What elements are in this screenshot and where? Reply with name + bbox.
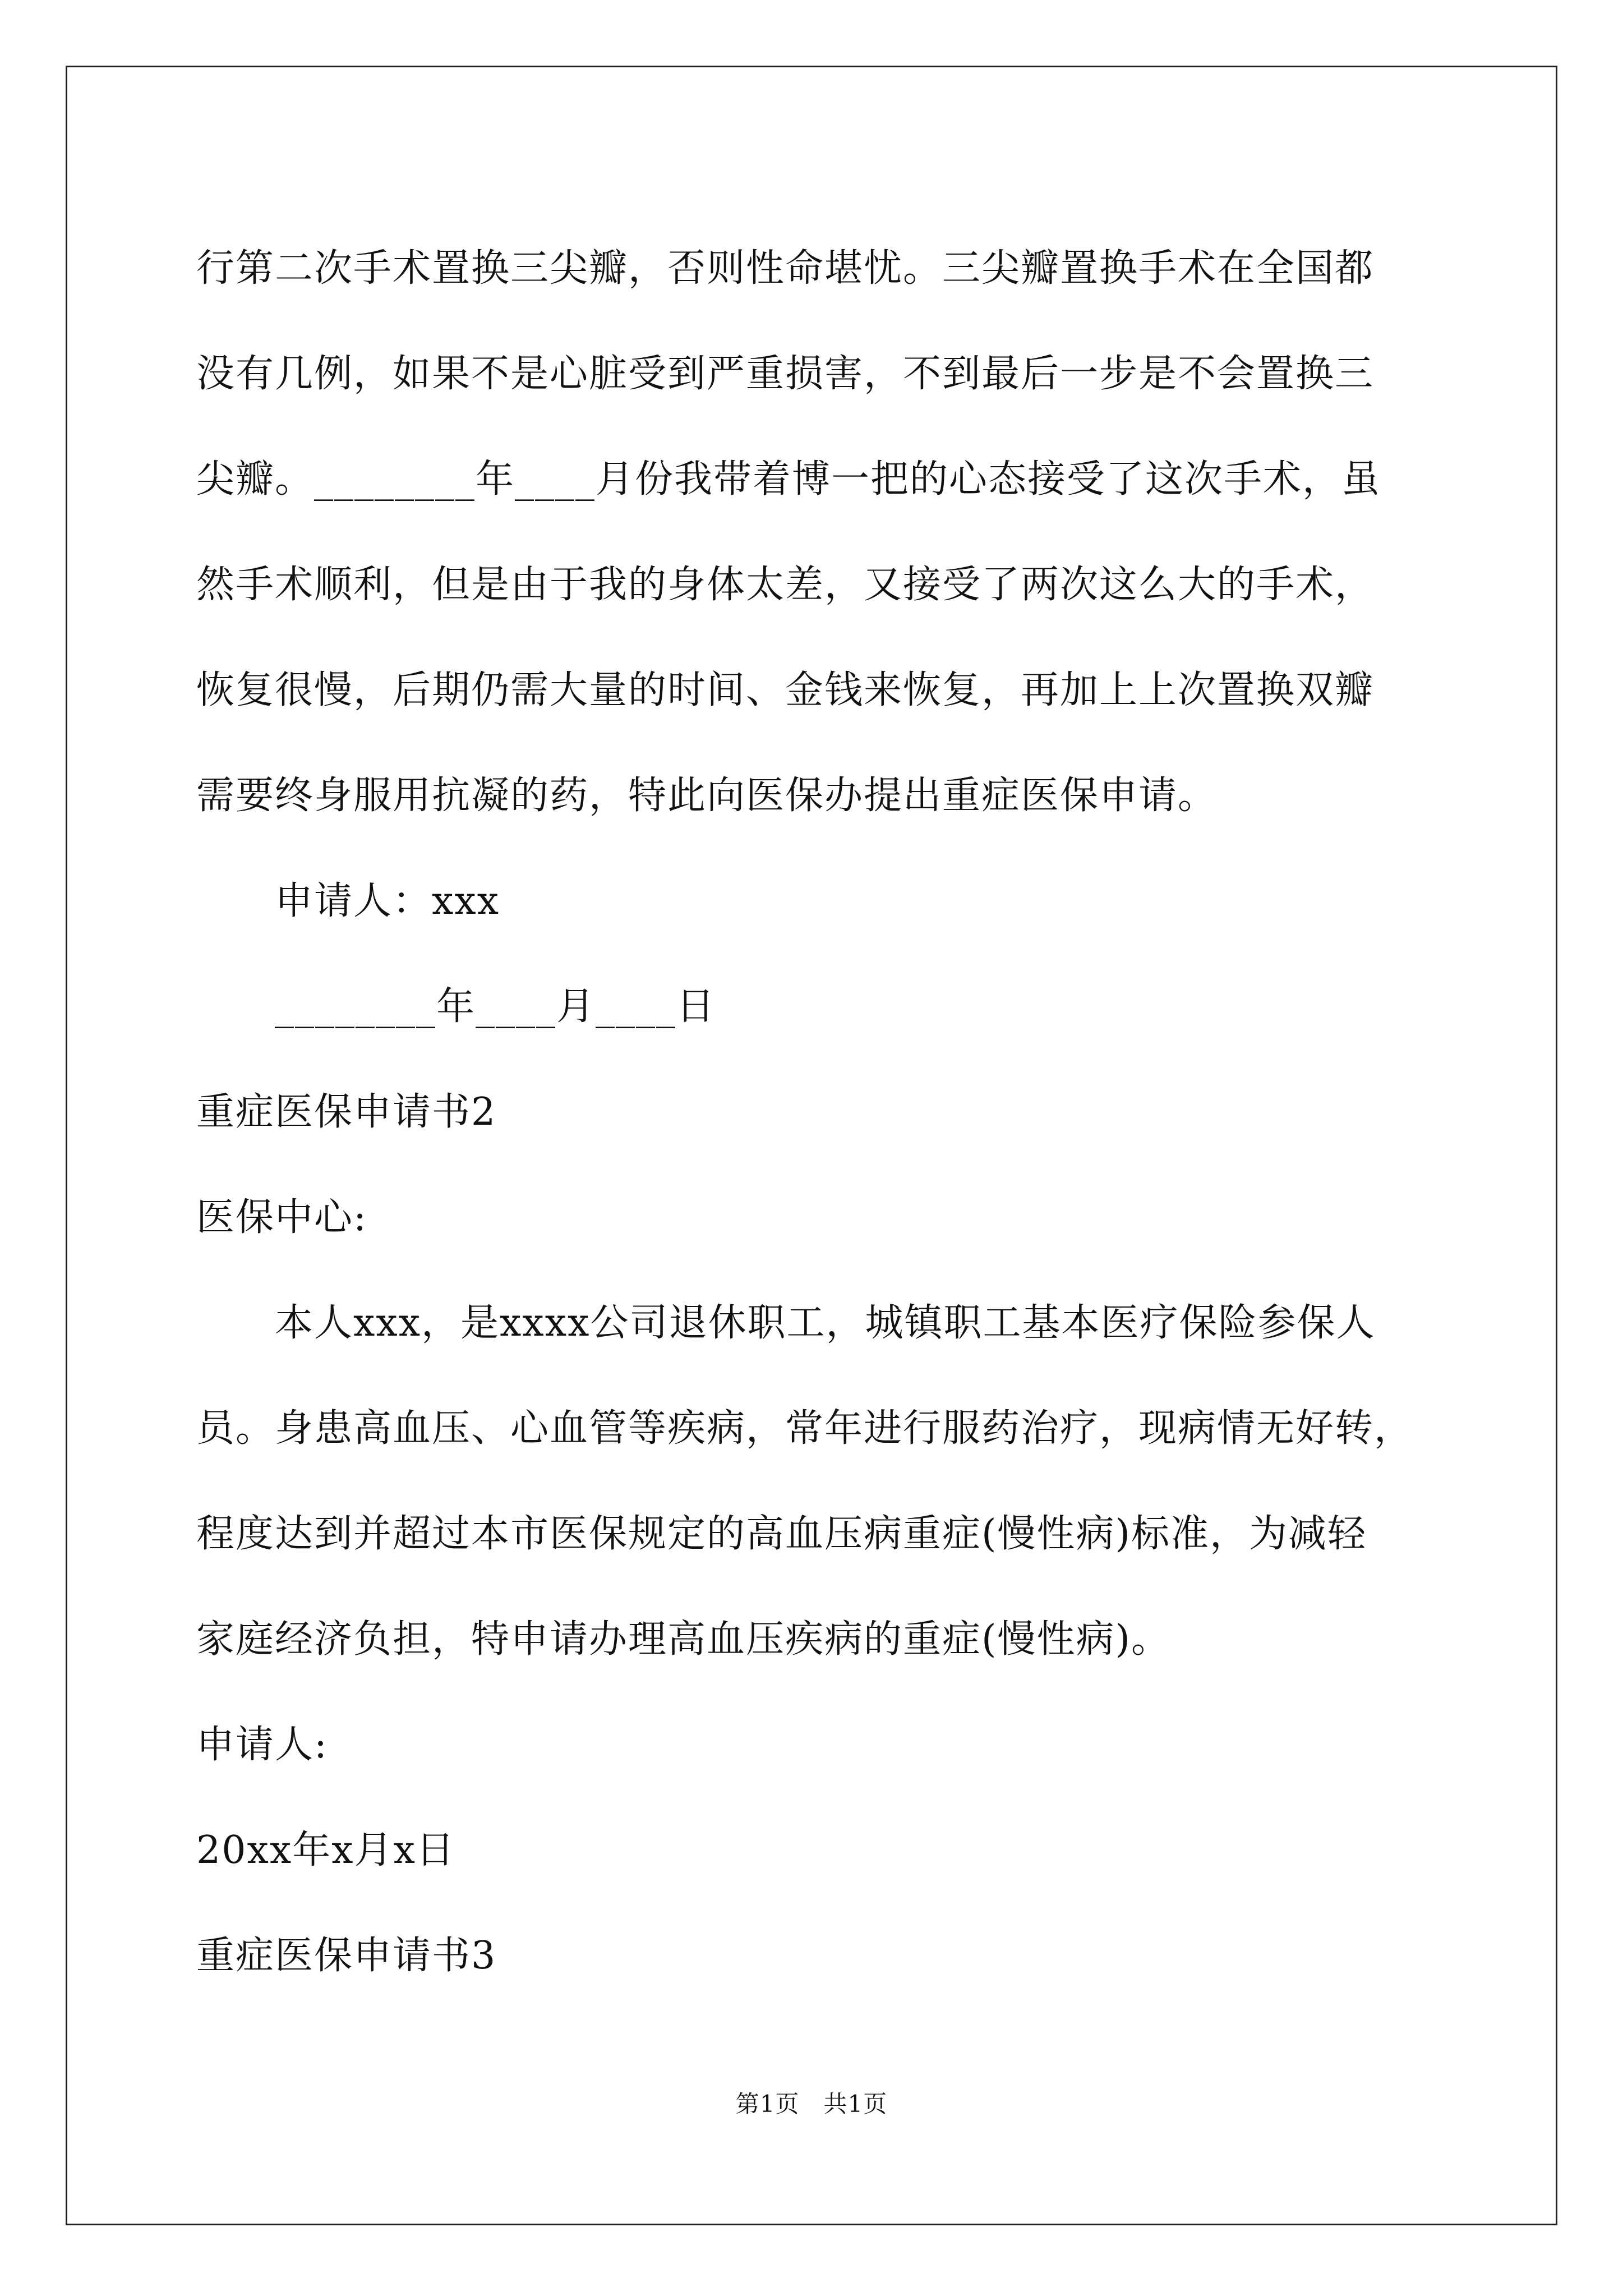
- para1-line-6: 需要终身服用抗凝的药，特此向医保办提出重症医保申请。: [196, 774, 1218, 818]
- document-body: [196, 216, 1430, 2009]
- para2-line-1: 本人xxx，是xxxx公司退休职工，城镇职工基本医疗保险参保人: [275, 1301, 1376, 1345]
- section-heading-2: 重症医保申请书2: [196, 1090, 497, 1134]
- addressee-2: 医保中心:: [196, 1195, 367, 1240]
- para2-line-2: 员。身患高血压、心血管等疾病，常年进行服药治疗，现病情无好转，: [196, 1406, 1414, 1451]
- section-heading-3: 重症医保申请书3: [196, 1934, 497, 1978]
- para2-line-4: 家庭经济负担，特申请办理高血压疾病的重症(慢性病)。: [196, 1617, 1171, 1662]
- para1-line-3: 尖瓣。________年____月份我带着博一把的心态接受了这次手术，虽: [196, 457, 1381, 501]
- applicant-signature-2: 申请人:: [196, 1723, 328, 1767]
- para1-line-2: 没有几例，如果不是心脏受到严重损害，不到最后一步是不会置换三: [196, 352, 1375, 396]
- para1-line-1: 行第二次手术置换三尖瓣，否则性命堪忧。三尖瓣置换手术在全国都: [196, 246, 1375, 291]
- para2-line-3: 程度达到并超过本市医保规定的高血压病重症(慢性病)标准，为减轻: [196, 1512, 1367, 1556]
- para1-line-5: 恢复很慢，后期仍需大量的时间、金钱来恢复，再加上上次置换双瓣: [196, 668, 1375, 712]
- applicant-signature-1: 申请人：xxx: [275, 879, 500, 923]
- date-line-1: ________年____月____日: [275, 984, 716, 1029]
- date-line-2: 20xx年x月x日: [196, 1828, 455, 1872]
- para1-line-4: 然手术顺利，但是由于我的身体太差，又接受了两次这么大的手术，: [196, 563, 1375, 607]
- page-footer: 第1页 共1页: [735, 2090, 888, 2118]
